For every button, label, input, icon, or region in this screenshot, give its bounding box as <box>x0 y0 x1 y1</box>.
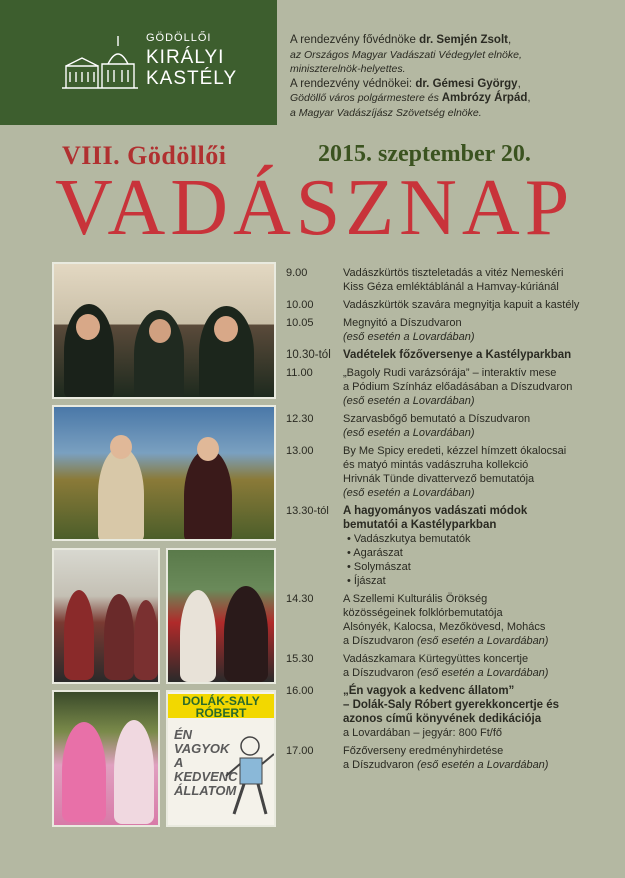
patron1-role1: az Országos Magyar Vadászati Védegylet elnöke, <box>290 48 522 61</box>
patrons-block <box>290 33 620 120</box>
schedule-text: By Me Spicy eredeti, kézzel hímzett ókalocsai <box>343 445 567 457</box>
schedule-row <box>286 266 616 294</box>
logo-line3: KASTÉLY <box>146 68 238 89</box>
schedule-time: 9.00 <box>286 267 308 279</box>
schedule-row <box>286 444 616 500</box>
schedule-note: (eső esetén a Lovardában) <box>343 427 475 439</box>
photo-horn-players <box>52 262 276 399</box>
schedule-tail: a Díszudvaron <box>343 635 417 647</box>
schedule-bullet: • Solymászat <box>347 561 411 573</box>
schedule-row <box>286 412 616 440</box>
photo-fashion-show <box>52 405 276 541</box>
event-date: 2015. szeptember 20. <box>318 141 531 167</box>
schedule-time: 10.05 <box>286 317 314 329</box>
schedule-row <box>286 298 616 312</box>
schedule-bullet: • Íjászat <box>347 575 386 587</box>
page-title: VADÁSZNAP <box>55 164 575 252</box>
schedule-bullet: • Vadászkutya bemutatók <box>347 533 471 545</box>
schedule-row <box>286 684 616 740</box>
schedule-text: a Lovardában – jegyár: 800 Ft/fő <box>343 727 502 739</box>
schedule-time: 12.30 <box>286 413 314 425</box>
schedule-time: 17.00 <box>286 745 314 757</box>
photo-folk-dance-1 <box>52 548 160 684</box>
schedule-text: Vadételek főzőversenye a Kastélyparkban <box>343 349 572 361</box>
schedule-text: A hagyományos vadászati módok <box>343 505 528 517</box>
book-title: ÉN VAGYOK A KEDVENC ÁLLATOM <box>174 727 238 798</box>
schedule-bullet: • Agarászat <box>347 547 403 559</box>
patron2-role: Gödöllő város polgármestere és <box>290 92 442 104</box>
logo-line1: GÖDÖLLŐI <box>146 32 212 44</box>
schedule-text: Vadászkamara Kürtegyüttes koncertje <box>343 653 529 665</box>
schedule-text: A Szellemi Kulturális Örökség <box>343 593 488 605</box>
schedule-time: 13.00 <box>286 445 314 457</box>
book-author: DOLÁK-SALY RÓBERT <box>168 694 274 718</box>
patron2-prefix: A rendezvény védnökei: <box>290 77 416 90</box>
schedule-text: Kiss Géza emléktáblánál a Hamvay-kúriánál <box>343 281 559 293</box>
logo-line2: KIRÁLYI <box>146 47 225 68</box>
schedule-tail: a Díszudvaron <box>343 759 417 771</box>
schedule-row <box>286 592 616 648</box>
schedule-text: Alsónyék, Kalocsa, Mezőkövesd, Mohács <box>343 621 546 633</box>
schedule-row <box>286 652 616 680</box>
schedule-text: közösségeinek folklórbemutatója <box>343 607 503 619</box>
patron3-name: Ambrózy Árpád <box>441 92 528 104</box>
schedule <box>286 266 616 772</box>
schedule-text: és matyó mintás vadászruha kollekció <box>343 459 529 471</box>
schedule-text: a Pódium Színház előadásában a Díszudvaron <box>343 381 573 393</box>
schedule-tail: a Díszudvaron <box>343 667 417 679</box>
schedule-note: (eső esetén a Lovardában) <box>343 395 475 407</box>
schedule-text: Hrivnák Tünde divattervező bemutatója <box>343 473 535 485</box>
schedule-time: 14.30 <box>286 593 314 605</box>
photo-folk-dance-2 <box>166 548 276 684</box>
schedule-note: (eső esetén a Lovardában) <box>343 487 475 499</box>
schedule-text: „Én vagyok a kedvenc állatom” <box>343 685 515 697</box>
schedule-text: Vadászkürtök szavára megnyitja kapuit a kastély <box>343 299 580 311</box>
schedule-text: Megnyitó a Díszudvaron <box>343 317 462 329</box>
schedule-row <box>286 504 616 588</box>
edition-label: VIII. Gödöllői <box>62 141 227 170</box>
schedule-row <box>286 348 616 362</box>
cartoon-figure-icon <box>220 732 276 824</box>
patron3-role: a Magyar Vadászíjász Szövetség elnöke. <box>290 106 482 119</box>
photo-costume-performers <box>52 690 160 827</box>
schedule-note: (eső esetén a Lovardában) <box>343 331 475 343</box>
schedule-text: bemutatói a Kastélyparkban <box>343 519 497 531</box>
schedule-row <box>286 316 616 344</box>
patron1-suffix: , <box>507 34 512 46</box>
schedule-note: (eső esetén a Lovardában) <box>416 667 549 679</box>
schedule-text: Főzőverseny eredményhirdetése <box>343 745 504 757</box>
schedule-row <box>286 744 616 772</box>
patron2-name: dr. Gémesi György <box>415 77 518 90</box>
patron1-role2: miniszterelnök-helyettes. <box>290 63 406 75</box>
schedule-row <box>286 366 616 408</box>
schedule-text: Szarvasbőgő bemutató a Díszudvaron <box>343 413 531 425</box>
patron2-suffix: , <box>517 77 521 90</box>
book-cover <box>166 690 276 827</box>
schedule-text: „Bagoly Rudi varázsórája” – interaktív mese <box>343 367 557 379</box>
schedule-time: 13.30-tól <box>286 505 329 517</box>
schedule-time: 16.00 <box>286 685 314 697</box>
patron1-name: dr. Semjén Zsolt <box>419 34 508 46</box>
schedule-text: Vadászkürtös tiszteletadás a vitéz Nemeskéri <box>343 267 564 279</box>
patron3-suffix: , <box>527 92 531 104</box>
logo-panel <box>0 0 277 125</box>
schedule-text: – Dolák-Saly Róbert gyerekkoncertje és <box>343 699 560 711</box>
schedule-note: (eső esetén a Lovardában) <box>416 635 549 647</box>
castle-icon <box>58 30 142 92</box>
patron1-prefix: A rendezvény fővédnöke <box>290 34 420 46</box>
schedule-time: 10.30-tól <box>286 349 331 361</box>
schedule-time: 15.30 <box>286 653 314 665</box>
schedule-note: (eső esetén a Lovardában) <box>416 759 549 771</box>
schedule-time: 10.00 <box>286 299 314 311</box>
schedule-text: azonos című könyvének dedikációja <box>343 713 542 725</box>
schedule-time: 11.00 <box>286 367 313 379</box>
